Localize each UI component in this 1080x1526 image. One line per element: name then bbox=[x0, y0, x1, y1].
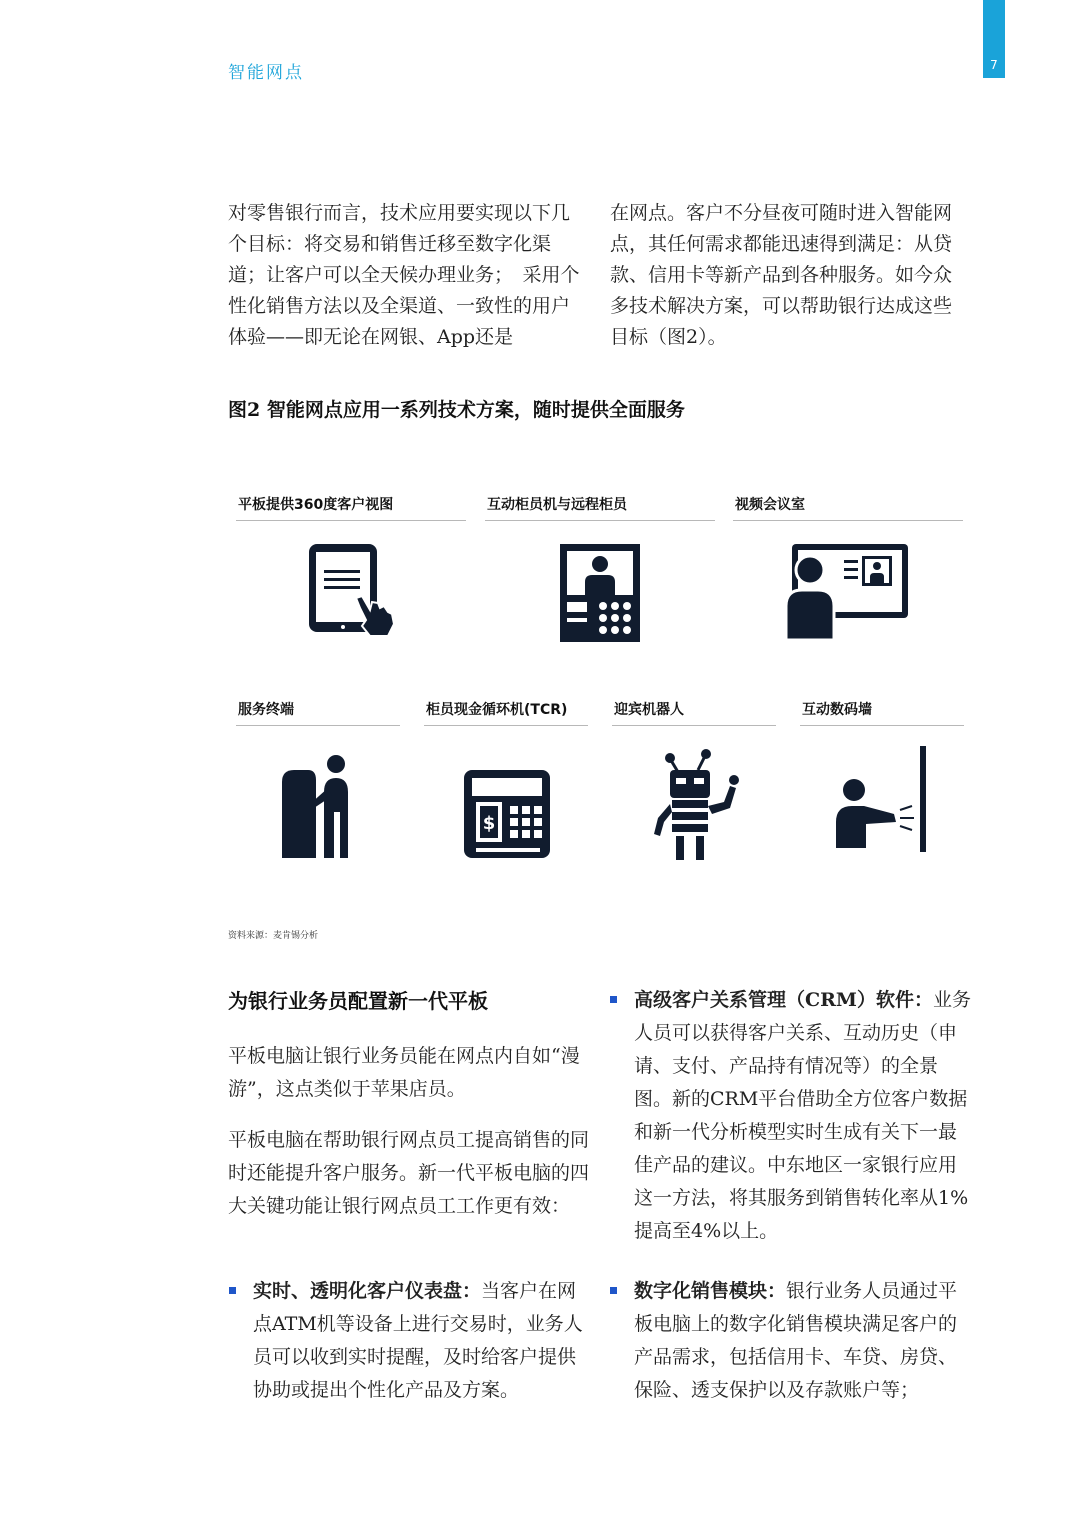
bullet-marker bbox=[229, 1287, 236, 1294]
intro-right-column: 在网点。客户不分昼夜可随时进入智能网点，其任何需求都能迅速得到满足：从贷款、信用卡等新产品到各种服务。如今众多技术解决方案，可以帮助银行达成这些目标（图2）。 bbox=[610, 202, 953, 348]
intro-left-column: 对零售银行而言，技术应用要实现以下几个目标：将交易和销售迁移至数字化渠道；让客户可以全天候办理业务； 采用个性化销售方法以及全渠道、一致性的用户体验——即无论在网银、App还是 bbox=[228, 202, 580, 348]
bullet-text: 业务人员可以获得客户关系、互动历史（申请、支付、产品持有情况等）的全景图。新的CRM平台借助全方位客户数据和新一代分析模型实时生成有关下一最佳产品的建议。中东地区一家银行应用这一方法，将其服务到销售转化率从1%提高至4%以上。 bbox=[634, 989, 971, 1242]
label-interactive-teller: 互动柜员机与远程柜员 bbox=[487, 497, 627, 513]
bullet-title: 数字化销售模块： bbox=[634, 1280, 787, 1302]
label-video-conference: 视频会议室 bbox=[735, 497, 805, 513]
label-tablet-view: 平板提供360度客户视图 bbox=[238, 497, 394, 513]
tablet-touch-icon bbox=[304, 540, 399, 640]
bullet-marker bbox=[610, 1287, 617, 1294]
bullet-title: 高级客户关系管理（CRM）软件： bbox=[634, 989, 933, 1011]
section-label: 智能网点 bbox=[228, 63, 304, 83]
video-conference-icon bbox=[786, 540, 912, 644]
divider bbox=[424, 725, 588, 726]
divider bbox=[236, 725, 400, 726]
bullet-item bbox=[634, 1275, 972, 1407]
label-cash-recycler: 柜员现金循环机(TCR) bbox=[426, 702, 568, 718]
bullet-text: 银行业务人员通过平板电脑上的数字化销售模块满足客户的产品需求，包括信用卡、车贷、房贷、保险、透支保护以及存款账户等； bbox=[634, 1280, 958, 1401]
cash-recycler-icon bbox=[462, 768, 552, 860]
figure-title: 图2 智能网点应用一系列技术方案，随时提供全面服务 bbox=[228, 399, 685, 421]
bullet-marker bbox=[610, 996, 617, 1003]
interactive-teller-machine-icon bbox=[558, 540, 644, 644]
bullet-item bbox=[253, 1275, 591, 1407]
digital-wall-icon bbox=[834, 744, 930, 854]
bullet-text: 当客户在网点ATM机等设备上进行交易时，业务人员可以收到实时提醒，及时给客户提供协助或提出个性化产品及方案。 bbox=[253, 1280, 583, 1401]
divider bbox=[485, 520, 715, 521]
divider bbox=[236, 520, 466, 521]
paragraph: 平板电脑在帮助银行网点员工提高销售的同时还能提升客户服务。新一代平板电脑的四大关键功能让银行网点员工工作更有效： bbox=[228, 1129, 590, 1217]
service-terminal-icon bbox=[278, 752, 358, 860]
divider bbox=[612, 725, 776, 726]
source-note: 资料来源：麦肯锡分析 bbox=[228, 931, 319, 941]
paragraph: 平板电脑让银行业务员能在网点内自如“漫游”，这点类似于苹果店员。 bbox=[228, 1045, 580, 1100]
divider bbox=[800, 725, 964, 726]
greeter-robot-icon bbox=[650, 748, 742, 862]
label-greeter-robot: 迎宾机器人 bbox=[614, 702, 684, 718]
label-digital-wall: 互动数码墙 bbox=[802, 702, 872, 718]
page-number: 7 bbox=[990, 58, 998, 72]
bullet-item bbox=[634, 984, 972, 1248]
bullet-title: 实时、透明化客户仪表盘： bbox=[253, 1280, 482, 1302]
label-service-terminal: 服务终端 bbox=[238, 702, 294, 718]
svg-text:$: $ bbox=[482, 813, 496, 834]
section-heading: 为银行业务员配置新一代平板 bbox=[228, 989, 488, 1013]
divider bbox=[733, 520, 963, 521]
